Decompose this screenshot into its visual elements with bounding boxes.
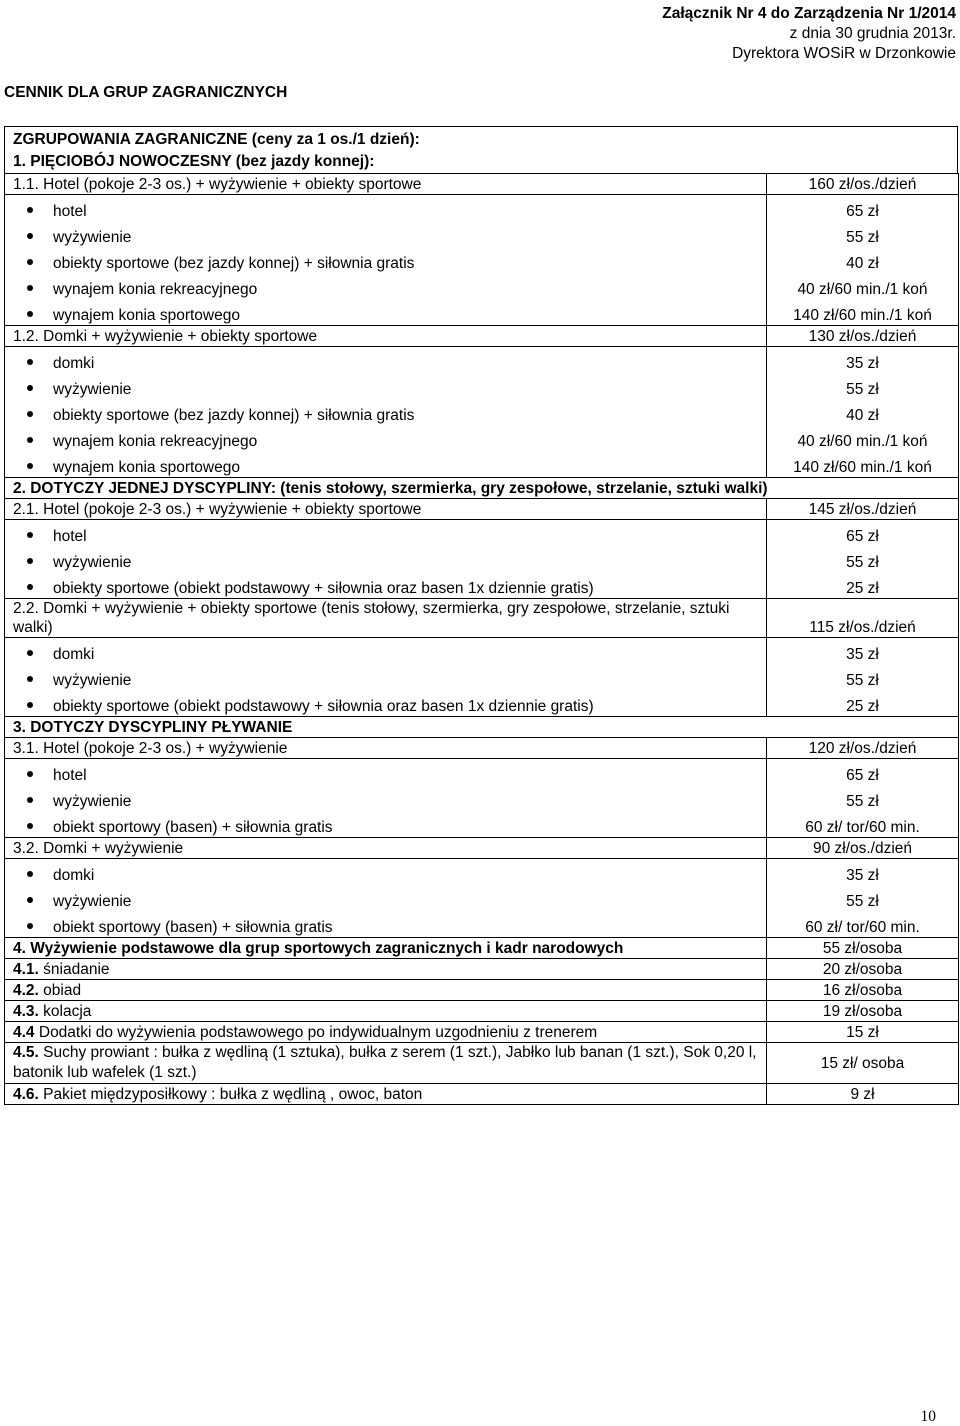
price-row bbox=[5, 911, 959, 938]
price-cell: 55 zł bbox=[767, 885, 959, 911]
item-cell bbox=[5, 811, 767, 838]
item-cell bbox=[5, 273, 767, 299]
price-row bbox=[5, 425, 959, 451]
page-number: 10 bbox=[920, 1408, 936, 1425]
item-cell bbox=[5, 425, 767, 451]
price-row bbox=[5, 347, 959, 374]
meal-item-cell bbox=[5, 1084, 767, 1105]
price-row bbox=[5, 195, 959, 222]
item-label: wynajem konia sportowego bbox=[53, 459, 240, 476]
bullet-icon bbox=[27, 311, 33, 317]
price-cell: 145 zł/os./dzień bbox=[767, 499, 959, 520]
price-cell: 115 zł/os./dzień bbox=[767, 599, 959, 638]
meal-item-number: 4. Wyżywienie podstawowe dla grup sportowych zagranicznych i kadr narodowych bbox=[13, 940, 624, 957]
item-cell bbox=[5, 859, 767, 886]
price-cell: 55 zł bbox=[767, 221, 959, 247]
price-cell: 65 zł bbox=[767, 759, 959, 786]
header-director-line: Dyrektora WOSiR w Drzonkowie bbox=[732, 45, 956, 62]
bullet-icon bbox=[27, 897, 33, 903]
bullet-icon bbox=[27, 463, 33, 469]
item-label: obiekty sportowe (bez jazdy konnej) + siłownia gratis bbox=[53, 407, 415, 424]
price-cell: 25 zł bbox=[767, 572, 959, 599]
price-row bbox=[5, 1043, 959, 1084]
bullet-icon bbox=[27, 584, 33, 590]
meal-item-label: Dodatki do wyżywienia podstawowego po indywidualnym uzgodnieniu z trenerem bbox=[34, 1024, 598, 1041]
price-row bbox=[5, 885, 959, 911]
item-label: wyżywienie bbox=[53, 672, 132, 689]
price-cell: 130 zł/os./dzień bbox=[767, 326, 959, 347]
bullet-icon bbox=[27, 823, 33, 829]
price-cell: 65 zł bbox=[767, 195, 959, 222]
item-label: wynajem konia rekreacyjnego bbox=[53, 281, 258, 298]
price-row bbox=[5, 1001, 959, 1022]
price-cell: 55 zł bbox=[767, 785, 959, 811]
item-label: domki bbox=[53, 355, 95, 372]
item-cell bbox=[5, 785, 767, 811]
item-cell bbox=[5, 299, 767, 326]
price-cell: 16 zł/osoba bbox=[767, 980, 959, 1001]
item-cell bbox=[5, 690, 767, 717]
document-title: CENNIK DLA GRUP ZAGRANICZNYCH bbox=[4, 84, 288, 101]
item-cell bbox=[5, 221, 767, 247]
bullet-icon bbox=[27, 359, 33, 365]
price-row bbox=[5, 759, 959, 786]
price-row bbox=[5, 738, 959, 759]
price-cell: 19 zł/osoba bbox=[767, 1001, 959, 1022]
price-row bbox=[5, 959, 959, 980]
meal-item-number: 4.1. bbox=[13, 961, 39, 978]
item-label: hotel bbox=[53, 203, 87, 220]
price-cell: 120 zł/os./dzień bbox=[767, 738, 959, 759]
meal-item-label: obiad bbox=[38, 982, 82, 999]
item-label: obiekty sportowe (obiekt podstawowy + siłownia oraz basen 1x dziennie gratis) bbox=[53, 698, 594, 715]
meal-item-label: śniadanie bbox=[38, 961, 110, 978]
price-cell: 55 zł bbox=[767, 664, 959, 690]
price-row bbox=[5, 1022, 959, 1043]
bullet-icon bbox=[27, 532, 33, 538]
price-row bbox=[5, 221, 959, 247]
price-row bbox=[5, 717, 959, 738]
price-row bbox=[5, 599, 959, 638]
price-row bbox=[5, 1084, 959, 1105]
bullet-icon bbox=[27, 923, 33, 929]
price-table bbox=[4, 173, 959, 1105]
item-label: domki bbox=[53, 646, 95, 663]
section-heading: 2. DOTYCZY JEDNEJ DYSCYPLINY: (tenis stołowy, szermierka, gry zespołowe, strzelanie, sztuki walki) bbox=[5, 478, 959, 499]
price-row bbox=[5, 572, 959, 599]
package-label: 3.2. Domki + wyżywienie bbox=[5, 838, 767, 859]
item-cell bbox=[5, 247, 767, 273]
meal-item-number: 4.2. bbox=[13, 982, 39, 999]
item-cell bbox=[5, 638, 767, 665]
price-cell: 55 zł/osoba bbox=[767, 938, 959, 959]
price-row bbox=[5, 980, 959, 1001]
package-label: 2.2. Domki + wyżywienie + obiekty sportowe (tenis stołowy, szermierka, gry zespołowe, strzelanie, sztuki walki) bbox=[5, 599, 767, 638]
item-cell bbox=[5, 399, 767, 425]
bullet-icon bbox=[27, 676, 33, 682]
price-list-intro bbox=[4, 126, 958, 173]
meal-item-cell bbox=[5, 959, 767, 980]
price-cell: 55 zł bbox=[767, 546, 959, 572]
price-row bbox=[5, 451, 959, 478]
bullet-icon bbox=[27, 233, 33, 239]
item-label: hotel bbox=[53, 528, 87, 545]
bullet-icon bbox=[27, 259, 33, 265]
item-cell bbox=[5, 759, 767, 786]
price-row bbox=[5, 664, 959, 690]
bullet-icon bbox=[27, 650, 33, 656]
item-cell bbox=[5, 664, 767, 690]
price-cell: 60 zł/ tor/60 min. bbox=[767, 811, 959, 838]
document-header bbox=[662, 4, 956, 64]
intro-line-2: 1. PIĘCIOBÓJ NOWOCZESNY (bez jazdy konnej): bbox=[13, 153, 375, 170]
price-row bbox=[5, 174, 959, 195]
price-cell: 25 zł bbox=[767, 690, 959, 717]
price-cell: 90 zł/os./dzień bbox=[767, 838, 959, 859]
intro-line-1: ZGRUPOWANIA ZAGRANICZNE (ceny za 1 os./1 dzień): bbox=[13, 131, 420, 148]
price-cell: 15 zł/ osoba bbox=[767, 1043, 959, 1084]
item-cell bbox=[5, 347, 767, 374]
meal-item-label: Pakiet międzyposiłkowy : bułka z wędliną , owoc, baton bbox=[38, 1086, 423, 1103]
price-cell: 160 zł/os./dzień bbox=[767, 174, 959, 195]
item-label: obiekty sportowe (bez jazdy konnej) + siłownia gratis bbox=[53, 255, 415, 272]
bullet-icon bbox=[27, 285, 33, 291]
bullet-icon bbox=[27, 797, 33, 803]
item-label: wyżywienie bbox=[53, 229, 132, 246]
meal-item-number: 4.6. bbox=[13, 1086, 39, 1103]
item-cell bbox=[5, 572, 767, 599]
price-cell: 40 zł bbox=[767, 399, 959, 425]
item-label: wyżywienie bbox=[53, 554, 132, 571]
meal-item-cell bbox=[5, 1043, 767, 1084]
meal-item-cell bbox=[5, 1022, 767, 1043]
price-row bbox=[5, 247, 959, 273]
price-row bbox=[5, 785, 959, 811]
bullet-icon bbox=[27, 411, 33, 417]
price-cell: 40 zł/60 min./1 koń bbox=[767, 425, 959, 451]
item-label: hotel bbox=[53, 767, 87, 784]
price-cell: 40 zł/60 min./1 koń bbox=[767, 273, 959, 299]
meal-item-number: 4.4 bbox=[13, 1024, 35, 1041]
price-cell: 65 zł bbox=[767, 520, 959, 547]
price-row bbox=[5, 299, 959, 326]
item-cell bbox=[5, 911, 767, 938]
meal-item-cell bbox=[5, 938, 767, 959]
price-list bbox=[4, 126, 958, 1105]
price-cell: 55 zł bbox=[767, 373, 959, 399]
price-cell: 40 zł bbox=[767, 247, 959, 273]
item-label: wyżywienie bbox=[53, 793, 132, 810]
item-cell bbox=[5, 885, 767, 911]
item-label: domki bbox=[53, 867, 95, 884]
package-label: 1.2. Domki + wyżywienie + obiekty sportowe bbox=[5, 326, 767, 347]
item-label: wyżywienie bbox=[53, 893, 132, 910]
item-cell bbox=[5, 451, 767, 478]
header-date-line: z dnia 30 grudnia 2013r. bbox=[789, 25, 956, 42]
bullet-icon bbox=[27, 207, 33, 213]
price-cell: 140 zł/60 min./1 koń bbox=[767, 299, 959, 326]
price-row bbox=[5, 690, 959, 717]
item-label: wynajem konia sportowego bbox=[53, 307, 240, 324]
bullet-icon bbox=[27, 702, 33, 708]
price-row bbox=[5, 938, 959, 959]
meal-item-cell bbox=[5, 980, 767, 1001]
meal-item-number: 4.3. bbox=[13, 1003, 39, 1020]
package-label: 2.1. Hotel (pokoje 2-3 os.) + wyżywienie + obiekty sportowe bbox=[5, 499, 767, 520]
price-row bbox=[5, 373, 959, 399]
price-row bbox=[5, 399, 959, 425]
price-cell: 9 zł bbox=[767, 1084, 959, 1105]
price-row bbox=[5, 638, 959, 665]
item-cell bbox=[5, 373, 767, 399]
price-cell: 35 zł bbox=[767, 859, 959, 886]
bullet-icon bbox=[27, 385, 33, 391]
item-label: obiekty sportowe (obiekt podstawowy + siłownia oraz basen 1x dziennie gratis) bbox=[53, 580, 594, 597]
header-attachment-line: Załącznik Nr 4 do Zarządzenia Nr 1/2014 bbox=[662, 5, 956, 22]
price-cell: 60 zł/ tor/60 min. bbox=[767, 911, 959, 938]
item-label: obiekt sportowy (basen) + siłownia gratis bbox=[53, 919, 333, 936]
price-row bbox=[5, 326, 959, 347]
price-row bbox=[5, 520, 959, 547]
section-heading: 3. DOTYCZY DYSCYPLINY PŁYWANIE bbox=[5, 717, 959, 738]
item-label: wynajem konia rekreacyjnego bbox=[53, 433, 258, 450]
item-label: wyżywienie bbox=[53, 381, 132, 398]
item-cell bbox=[5, 546, 767, 572]
price-cell: 20 zł/osoba bbox=[767, 959, 959, 980]
price-row bbox=[5, 478, 959, 499]
price-row bbox=[5, 273, 959, 299]
bullet-icon bbox=[27, 771, 33, 777]
price-row bbox=[5, 546, 959, 572]
meal-item-label: kolacja bbox=[38, 1003, 92, 1020]
price-row bbox=[5, 859, 959, 886]
meal-item-label: Suchy prowiant : bułka z wędliną (1 sztuka), bułka z serem (1 szt.), Jabłko lub banan (1 szt.), Sok 0,20 l, batonik lub wafelek (1 szt.) bbox=[13, 1044, 761, 1081]
bullet-icon bbox=[27, 871, 33, 877]
price-cell: 15 zł bbox=[767, 1022, 959, 1043]
price-cell: 35 zł bbox=[767, 347, 959, 374]
price-row bbox=[5, 499, 959, 520]
bullet-icon bbox=[27, 437, 33, 443]
price-cell: 140 zł/60 min./1 koń bbox=[767, 451, 959, 478]
meal-item-number: 4.5. bbox=[13, 1044, 39, 1061]
package-label: 3.1. Hotel (pokoje 2-3 os.) + wyżywienie bbox=[5, 738, 767, 759]
price-row bbox=[5, 838, 959, 859]
item-cell bbox=[5, 195, 767, 222]
package-label: 1.1. Hotel (pokoje 2-3 os.) + wyżywienie + obiekty sportowe bbox=[5, 174, 767, 195]
price-cell: 35 zł bbox=[767, 638, 959, 665]
item-label: obiekt sportowy (basen) + siłownia gratis bbox=[53, 819, 333, 836]
meal-item-cell bbox=[5, 1001, 767, 1022]
bullet-icon bbox=[27, 558, 33, 564]
price-row bbox=[5, 811, 959, 838]
item-cell bbox=[5, 520, 767, 547]
